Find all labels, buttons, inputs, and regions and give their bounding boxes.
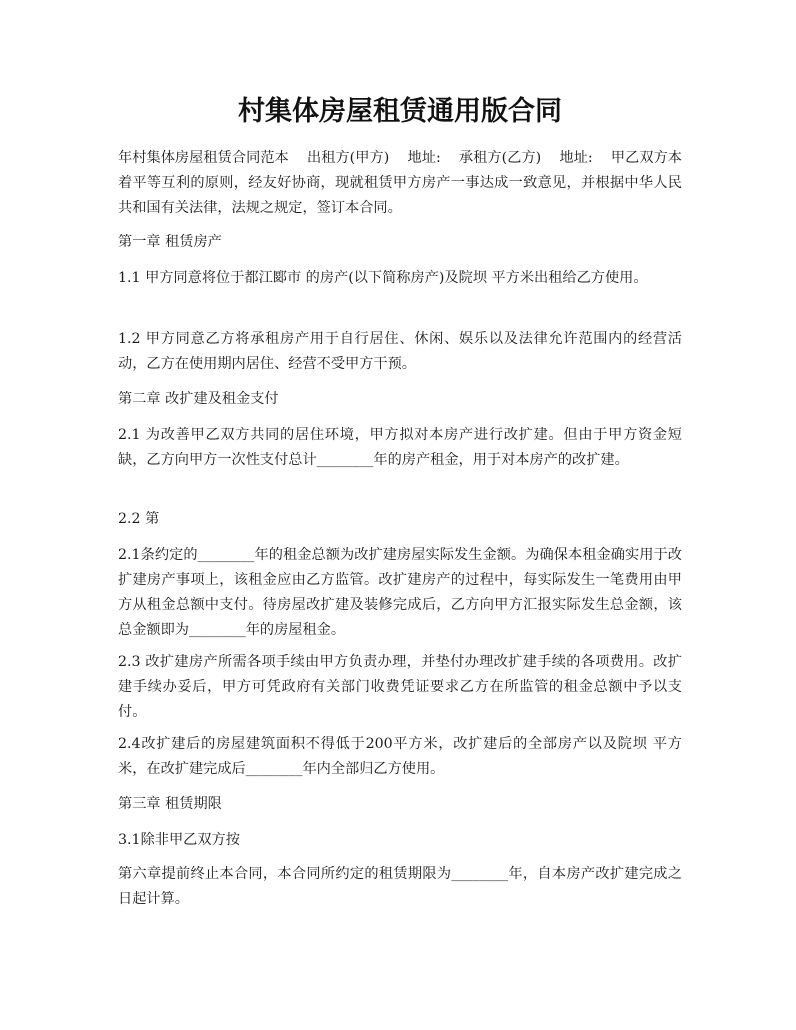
clause-2-3: 2.3 改扩建房产所需各项手续由甲方负责办理，并垫付办理改扩建手续的各项费用。改扩建手续办妥后，甲方可凭政府有关部门收费凭证要求乙方在所监管的租金总额中予以支付。 [118,654,682,720]
clause-1-2: 1.2 甲方同意乙方将承租房产用于自行居住、休闲、娱乐以及法律允许范围内的经营活动，乙方在使用期内居住、经营不受甲方干预。 [118,331,682,372]
clause-3-1: 3.1除非甲乙双方按 [118,832,240,848]
intro-paragraph: 年村集体房屋租赁合同范本 出租方(甲方) 地址: 承租方(乙方) 地址: 甲乙双方本着平等互利的原则，经友好协商，现就租赁甲方房产一事达成一致意见，并根据中华人民共和国有关法律，法规之规定，签订本合同。 [118,150,682,216]
clause-2-1: 2.1 为改善甲乙双方共同的居住环境，甲方拟对本房产进行改扩建。但由于甲方资金短缺，乙方向甲方一次性支付总计________年的房产租金，用于对本房产的改扩建。 [118,427,682,468]
chapter-1-heading: 第一章 租赁房产 [118,234,222,250]
chapter-3-heading: 第三章 租赁期限 [118,796,222,812]
clause-2-2: 2.2 第 [118,511,160,527]
clause-1-1: 1.1 甲方同意将位于都江郾市 的房产(以下简称房产)及院坝 平方米出租给乙方使用。 [118,270,648,286]
clause-term: 第六章提前终止本合同，本合同所约定的租赁期限为________年，自本房产改扩建完成之日起计算。 [118,866,682,907]
chapter-2-heading: 第二章 改扩建及租金支付 [118,391,279,407]
clause-2-1-ref: 2.1条约定的________年的租金总额为改扩建房屋实际发生金额。为确保本租金确实用于改扩建房产事项上，该租金应由乙方监管。改扩建房产的过程中，每实际发生一笔费用由甲方从租金总额中支付。待房屋改扩建及装修完成后，乙方向甲方汇报实际发生总金额，该总金额即为________年的房屋租金。 [118,547,682,638]
clause-2-4: 2.4改扩建后的房屋建筑面积不得低于200平方米，改扩建后的全部房产以及院坝 平方米，在改扩建完成后________年内全部归乙方使用。 [118,736,682,777]
document-title: 村集体房屋租赁通用版合同 [238,96,562,127]
